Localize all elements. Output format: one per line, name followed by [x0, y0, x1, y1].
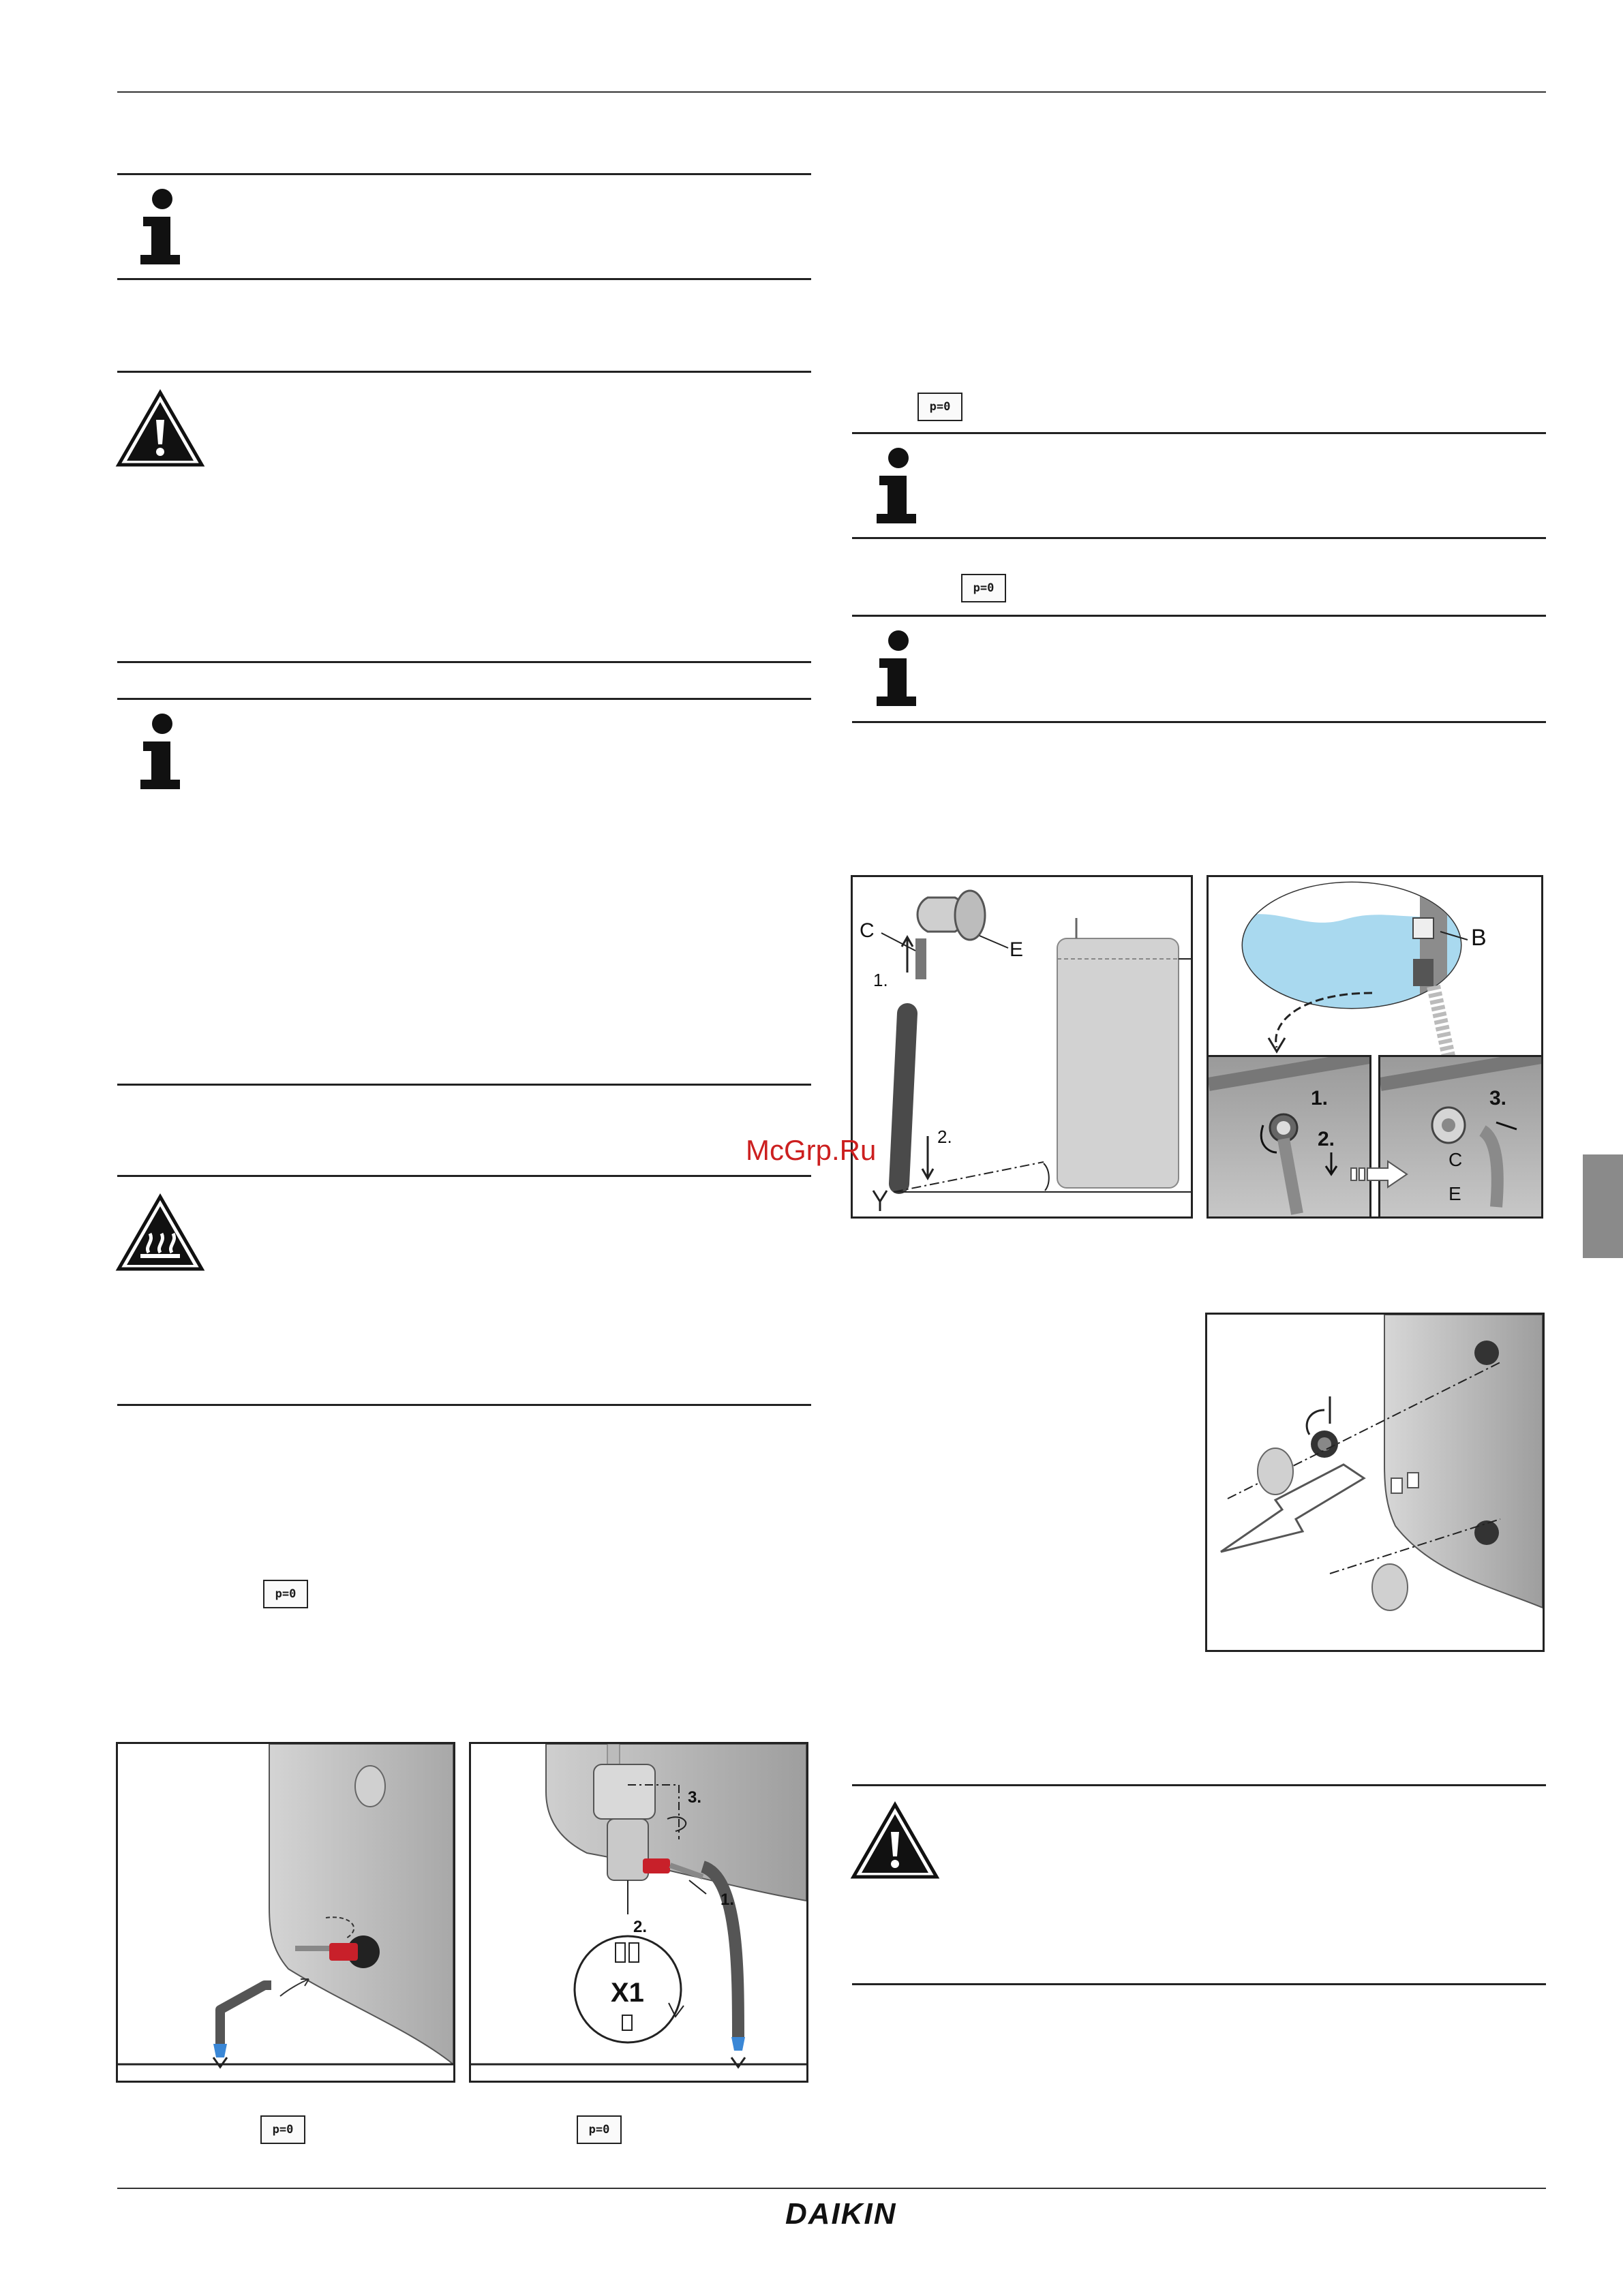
arrow-right-icon — [1348, 1159, 1410, 1193]
info-block-3-top — [852, 432, 1546, 434]
footer-rule — [117, 2188, 1546, 2189]
warning-block-1-bottom — [117, 661, 811, 663]
info-block-2-top — [117, 698, 811, 700]
step-2-label: 2. — [633, 1918, 648, 1936]
label-c: C — [1448, 1149, 1463, 1170]
step-2-label: 2. — [937, 1127, 952, 1147]
label-e: E — [1448, 1183, 1461, 1204]
valve-step-figure-2 — [1378, 1055, 1543, 1219]
pump-drain-figure — [469, 1742, 808, 2083]
drain-valve-figure — [116, 1742, 455, 2083]
label-c: C — [860, 919, 875, 942]
hot-block-top — [117, 1175, 811, 1177]
warning-block-2-bottom — [852, 1983, 1546, 1985]
label-b: B — [1471, 925, 1487, 951]
pressure-zero-badge: p=0 — [961, 574, 1006, 602]
warning-block-1-top — [117, 371, 811, 373]
hot-block-bottom — [117, 1404, 811, 1406]
header-rule — [117, 91, 1546, 93]
warning-triangle-icon — [849, 1801, 941, 1881]
info-block-1-top — [117, 173, 811, 175]
info-icon — [135, 713, 189, 792]
pressure-zero-badge: p=0 — [260, 2115, 305, 2144]
info-icon — [871, 447, 926, 526]
info-block-1-bottom — [117, 278, 811, 280]
hot-surface-icon — [115, 1193, 206, 1276]
step-3-label: 3. — [1489, 1087, 1507, 1109]
pressure-zero-badge: p=0 — [917, 393, 962, 421]
step-3-label: 3. — [688, 1788, 702, 1807]
pressure-zero-badge: p=0 — [263, 1580, 308, 1608]
info-block-2-bottom — [117, 1084, 811, 1086]
label-e: E — [1010, 938, 1024, 961]
info-block-4-top — [852, 615, 1546, 617]
warning-triangle-icon — [115, 388, 206, 469]
valve-step-figure-1 — [1207, 1055, 1371, 1219]
step-1-label: 1. — [873, 970, 888, 990]
daikin-logo: DAIKIN — [785, 2197, 897, 2231]
pressure-zero-badge: p=0 — [577, 2115, 622, 2144]
info-icon — [871, 630, 926, 709]
step-1-label: 1. — [1311, 1087, 1329, 1109]
hose-removal-figure — [851, 875, 1193, 1219]
warning-block-2-top — [852, 1784, 1546, 1786]
info-icon — [135, 188, 189, 267]
info-block-4-bottom — [852, 721, 1546, 723]
plug-removal-figure — [1205, 1313, 1545, 1652]
step-1-label: 1. — [721, 1891, 735, 1909]
watermark: McGrp.Ru — [746, 1134, 877, 1166]
x1-connector-label: X1 — [611, 1978, 644, 2008]
info-block-3-bottom — [852, 537, 1546, 539]
chapter-tab — [1583, 1154, 1623, 1258]
step-2-label: 2. — [1318, 1128, 1335, 1150]
